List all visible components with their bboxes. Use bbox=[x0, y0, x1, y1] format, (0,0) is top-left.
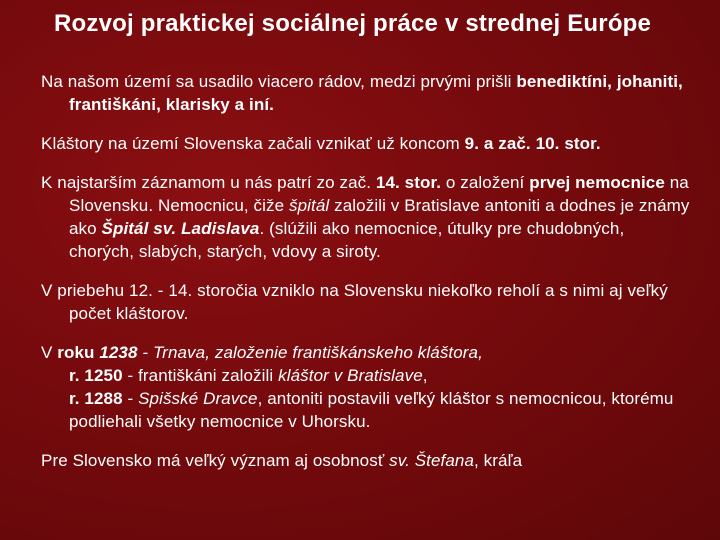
paragraph-orders-centuries bbox=[41, 279, 691, 325]
text-span: V priebehu 12. - 14. storočia vzniklo na Slovensku niekoľko reholí a s nimi aj veľký počet kláštorov. bbox=[41, 281, 668, 323]
bold-italic-span: 1238 bbox=[99, 343, 138, 362]
bold-span: 9. a zač. 10. stor. bbox=[464, 134, 601, 153]
paragraph-st-stephen bbox=[41, 449, 691, 472]
bold-span: prvej nemocnice bbox=[529, 173, 665, 192]
text-span: , bbox=[422, 366, 428, 385]
italic-span: Spišské Dravce bbox=[138, 389, 258, 408]
text-span: Pre Slovensko má veľký význam aj osobnosť bbox=[41, 451, 390, 470]
text-span: , antoniti postavili veľký kláštor s nemocnicou, ktorému podliehali všetky nemocnice v Uhorsku. bbox=[69, 389, 674, 431]
slide-body bbox=[41, 70, 691, 488]
italic-span: špitál bbox=[289, 196, 330, 215]
bold-italic-span: Špitál sv. Ladislava bbox=[101, 219, 260, 238]
bold-span: 14. stor. bbox=[375, 173, 442, 192]
bold-span: roku bbox=[57, 343, 100, 362]
text-span: o založení bbox=[441, 173, 530, 192]
text-span: - bbox=[122, 389, 139, 408]
slide-title: Rozvoj praktickej sociálnej práce v strednej Európe bbox=[54, 10, 652, 37]
text-span: , kráľa bbox=[474, 451, 523, 470]
text-span: V bbox=[41, 343, 58, 362]
italic-span: - Trnava, založenie františkánskeho kláštora, bbox=[137, 343, 483, 362]
bold-span: benediktíni, johaniti, františkáni, klarisky a iní. bbox=[69, 72, 683, 114]
paragraph-monasteries bbox=[41, 132, 691, 155]
paragraph-religious-orders bbox=[41, 70, 691, 116]
text-span: Kláštory na území Slovenska začali vznikať už koncom bbox=[41, 134, 465, 153]
text-span: Na našom území sa usadilo viacero rádov, medzi prvými prišli bbox=[41, 72, 517, 91]
paragraph-dates bbox=[41, 341, 691, 433]
bold-span: r. 1288 bbox=[69, 389, 123, 408]
text-span: - františkáni založili bbox=[122, 366, 279, 385]
text-span: na Slovensku. Nemocnicu, čiže bbox=[69, 173, 689, 215]
bold-span: r. 1250 bbox=[69, 366, 123, 385]
text-span: K najstarším záznamom u nás patrí zo zač. bbox=[41, 173, 376, 192]
italic-span: sv. Štefana bbox=[389, 451, 475, 470]
italic-span: kláštor v Bratislave bbox=[278, 366, 423, 385]
text-span: . (slúžili ako nemocnice, útulky pre chudobných, chorých, slabých, starých, vdovy a siroty. bbox=[69, 219, 625, 261]
paragraph-first-hospital bbox=[41, 171, 691, 263]
text-span: založili v Bratislave antoniti a dodnes je známy ako bbox=[69, 196, 690, 238]
